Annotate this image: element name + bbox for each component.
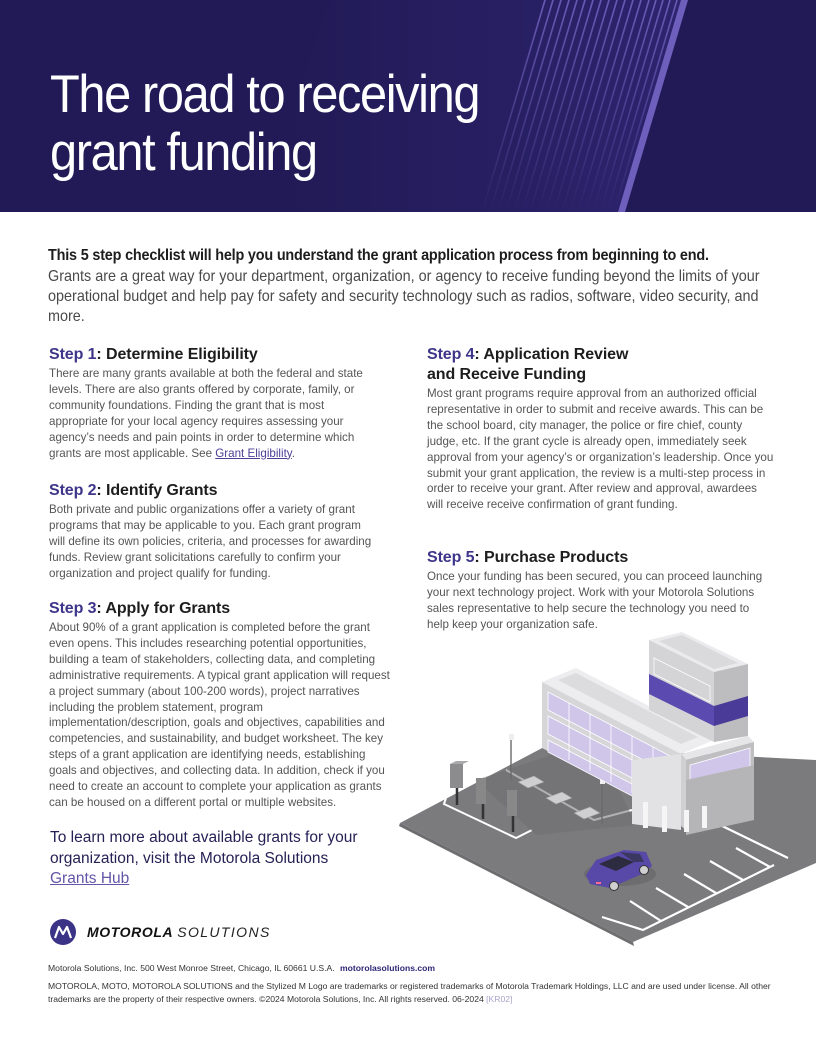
step-title: Apply for Grants xyxy=(105,600,231,617)
cta-text: To learn more about available grants for your organization, visit the Motorola Solutions xyxy=(50,829,358,867)
step-number: Step 4 xyxy=(427,346,475,363)
step-2 xyxy=(49,481,379,582)
intro-section xyxy=(48,246,778,327)
step-1 xyxy=(49,345,379,461)
website-link[interactable]: motorolasolutions.com xyxy=(340,963,436,973)
step-title: Identify Grants xyxy=(106,482,218,499)
step-4-body: Most grant programs require approval from an authorized official representative in order to submit and receive awards. This can be the school board, city manager, the police or fire chief, county judge, etc. If the grant cycle is already open, immediately seek approval from your agency’s or organization’s leadership. Once you submit your grant application, the review is a multi-step process in order to receive your grant. After review and approval, awardees will receive receive confirmation of grant funding. xyxy=(427,387,774,512)
building-illustration xyxy=(396,630,816,950)
step-5-body: Once your funding has been secured, you can proceed launching your next technology project. Work with your Motorola Solutions sales representative to help secure the technology you need to help keep your organization safe. xyxy=(427,570,763,631)
step-title: Determine Eligibility xyxy=(106,346,258,363)
step-5-heading: Step 5: Purchase Products xyxy=(427,549,629,566)
hero-banner xyxy=(0,0,816,212)
step-number: Step 5 xyxy=(427,549,475,566)
footer xyxy=(48,962,788,1005)
step-title-line-2: and Receive Funding xyxy=(427,366,587,383)
grant-eligibility-link[interactable]: Grant Eligibility xyxy=(215,446,292,460)
address-text: Motorola Solutions, Inc. 500 West Monroe Street, Chicago, IL 60661 U.S.A. xyxy=(48,963,335,973)
step-4 xyxy=(427,345,775,513)
step-1-text: There are many grants available at both the federal and state levels. There are also grants offered by corporate, family, or community foundations. Finding the grant that is most appropriate for your local agency requires assessing your agency’s needs and pain points in order to determine which grants are most applicable. See xyxy=(49,367,363,460)
step-3-body: About 90% of a grant application is completed before the grant even opens. This includes researching potential opportunities, building a team of stakeholders, collecting data, and completing administrative requirements. A typical grant application will request a project summary (about 100-200 words), project narratives including the problem statement, program implementation/description, goals and objectives, capabilities and competencies, and sustainability, and budget worksheet. The key steps of a grant application are identifying needs, establishing goals and objectives, and collecting data. In addition, check if you need to create an account to complete your application as grants can be housed on a different portal or multiple websites. xyxy=(49,621,390,809)
motorola-m-logo-icon xyxy=(50,919,76,945)
brand-suffix: SOLUTIONS xyxy=(177,924,271,940)
company-address xyxy=(48,962,788,974)
title-line-1: The road to receiving xyxy=(50,65,480,124)
step-1-text-end: . xyxy=(291,446,295,460)
step-2-body: Both private and public organizations offer a variety of grant programs that may be applicable to you. Each grant program will define its own policies, criteria, and processes for awarding funds. Review grant solicitations carefully to confirm your organization and project qualify for funding. xyxy=(49,503,372,580)
step-title-line-1: Application Review xyxy=(483,346,629,363)
step-4-heading: Step 4: Application Review and Receive Funding xyxy=(427,346,629,383)
step-2-heading: Step 2: Identify Grants xyxy=(49,482,218,499)
document-code: [KR02] xyxy=(486,993,513,1004)
isometric-building-icon xyxy=(396,630,816,950)
step-title: Purchase Products xyxy=(484,549,629,566)
step-5 xyxy=(427,548,767,633)
step-number: Step 2 xyxy=(49,482,97,499)
intro-body: Grants are a great way for your department, organization, or agency to receive funding beyond the limits of your operational budget and help pay for safety and security technology such as radios, software, video security, and more. xyxy=(48,268,760,325)
legal-text: MOTOROLA, MOTO, MOTOROLA SOLUTIONS and the Stylized M Logo are trademarks or registered trademarks of Motorola Trademark Holdings, LLC and are used under license. All other trademarks are the property of their respective owners. ©2024 Motorola Solutions, Inc. All rights reserved. 06-2024 xyxy=(48,981,771,1004)
intro-lead: This 5 step checklist will help you understand the grant application process from beginning to end. xyxy=(48,247,709,264)
step-3-heading: Step 3: Apply for Grants xyxy=(49,600,231,617)
title-line-2: grant funding xyxy=(50,123,317,182)
grants-hub-link[interactable]: Grants Hub xyxy=(50,870,130,887)
step-number: Step 1 xyxy=(49,346,97,363)
grants-hub-cta xyxy=(50,828,410,890)
brand-name: MOTOROLA xyxy=(87,924,174,940)
step-1-body xyxy=(49,366,379,461)
step-number: Step 3 xyxy=(49,600,97,617)
page-title xyxy=(50,66,620,182)
step-3 xyxy=(49,599,394,811)
motorola-solutions-logo xyxy=(50,919,271,945)
step-1-heading: Step 1: Determine Eligibility xyxy=(49,346,258,363)
legal-notice xyxy=(48,980,788,1005)
